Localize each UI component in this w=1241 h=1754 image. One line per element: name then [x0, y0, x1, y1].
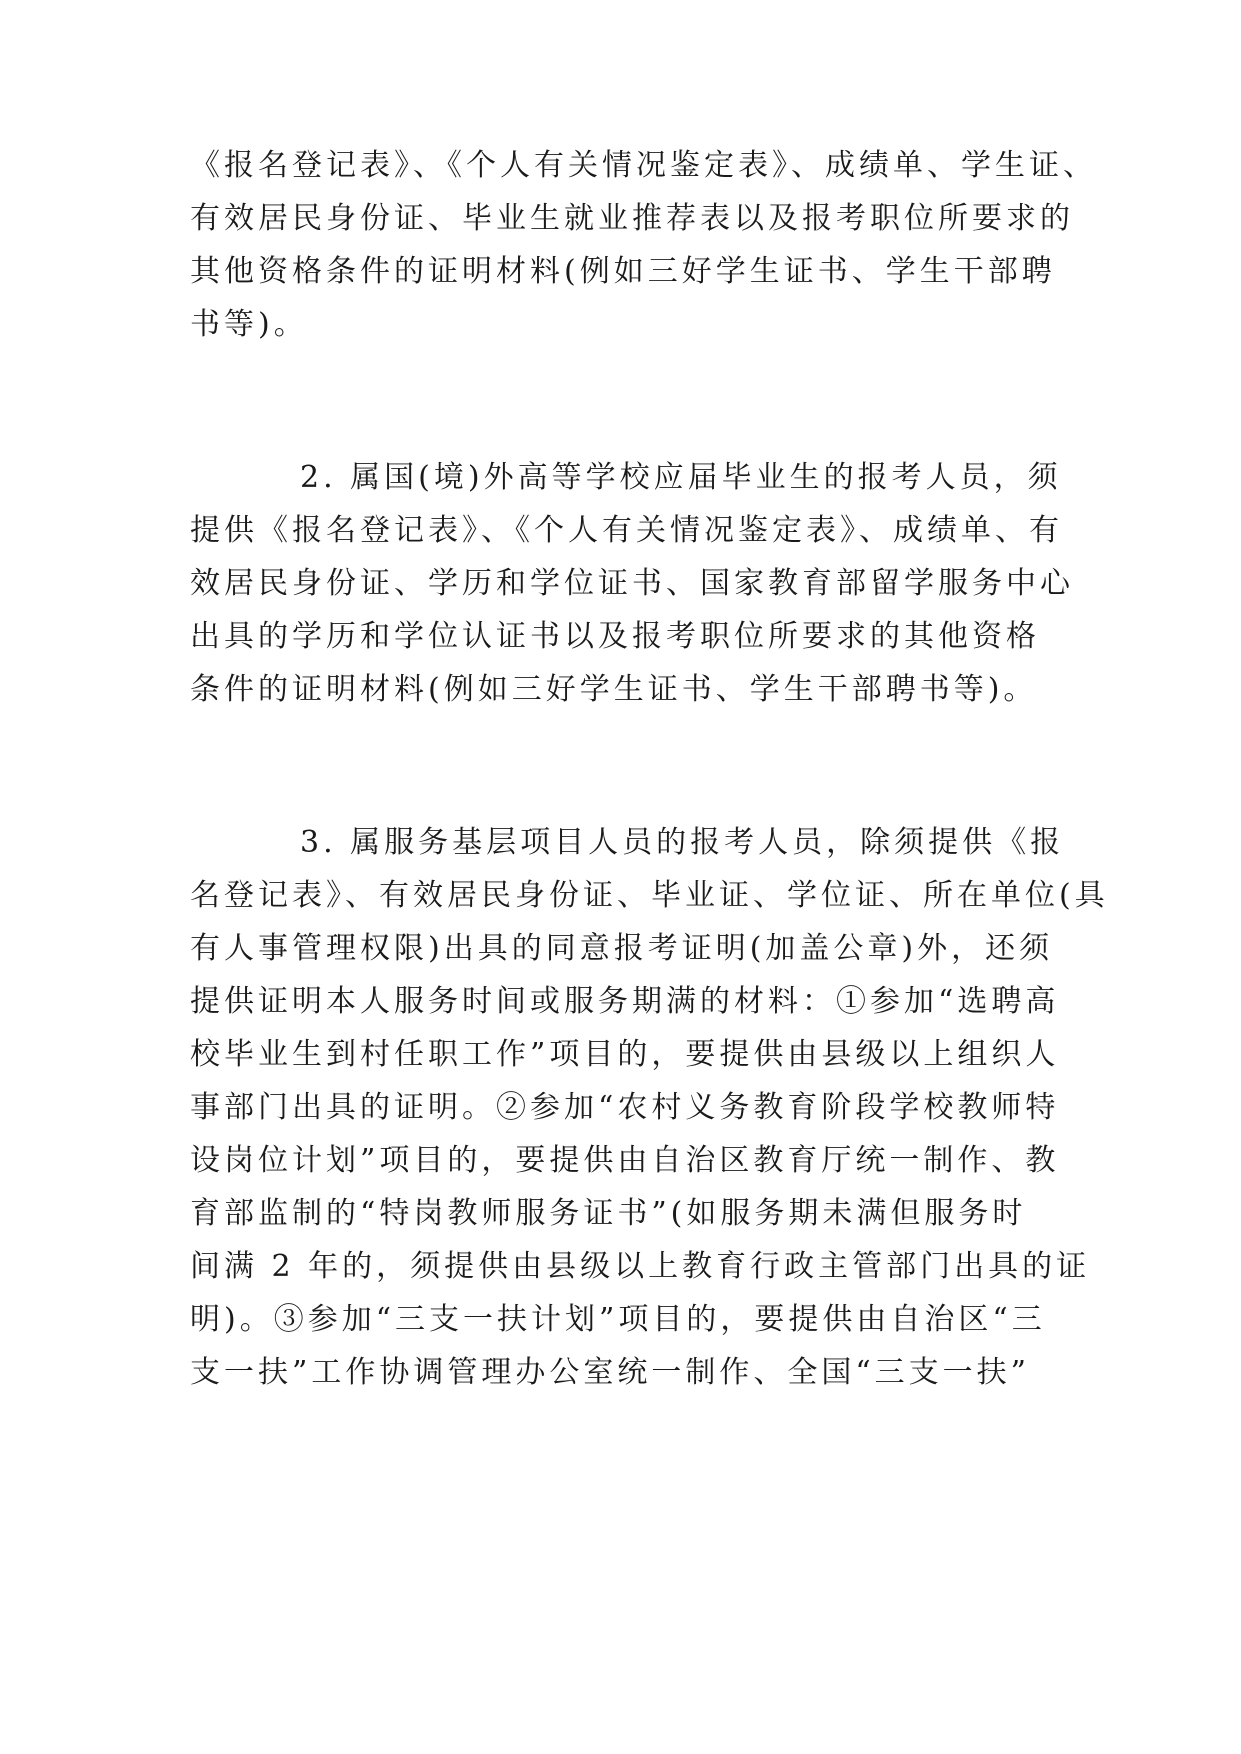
paragraph-3-line-1: 3. 属服务基层项目人员的报考人员，除须提供《报	[300, 825, 1065, 860]
paragraph-3-line-9: 间满 2 年的，须提供由县级以上教育行政主管部门出具的证	[190, 1249, 1091, 1284]
paragraph-3-line-10: 明)。③参加“三支一扶计划”项目的，要提供由自治区“三	[190, 1302, 1046, 1337]
paragraph-3-line-8: 育部监制的“特岗教师服务证书”(如服务期未满但服务时	[190, 1196, 1027, 1231]
paragraph-1-line-1: 《报名登记表》、《个人有关情况鉴定表》、成绩单、学生证、	[190, 148, 1097, 183]
paragraph-2-line-4: 出具的学历和学位认证书以及报考职位所要求的其他资格	[190, 619, 1040, 654]
paragraph-3-line-6: 事部门出具的证明。②参加“农村义务教育阶段学校教师特	[190, 1090, 1060, 1125]
paragraph-2-line-5: 条件的证明材料(例如三好学生证书、学生干部聘书等)。	[190, 672, 1038, 707]
paragraph-2-line-2: 提供《报名登记表》、《个人有关情况鉴定表》、成绩单、有	[190, 513, 1063, 548]
paragraph-2-line-3: 效居民身份证、学历和学位证书、国家教育部留学服务中心	[190, 566, 1074, 601]
paragraph-3-line-2: 名登记表》、有效居民身份证、毕业证、学位证、所在单位(具	[190, 878, 1109, 913]
paragraph-3-line-11: 支一扶”工作协调管理办公室统一制作、全国“三支一扶”	[190, 1355, 1031, 1390]
paragraph-3-line-7: 设岗位计划”项目的，要提供由自治区教育厅统一制作、教	[190, 1143, 1060, 1178]
paragraph-3-line-4: 提供证明本人服务时间或服务期满的材料：①参加“选聘高	[190, 984, 1060, 1019]
paragraph-2-line-1: 2. 属国(境)外高等学校应届毕业生的报考人员，须	[300, 460, 1062, 495]
paragraph-3-line-3: 有人事管理权限)出具的同意报考证明(加盖公章)外，还须	[190, 931, 1054, 966]
paragraph-1-line-3: 其他资格条件的证明材料(例如三好学生证书、学生干部聘	[190, 254, 1056, 289]
paragraph-1-line-4: 书等)。	[190, 307, 308, 342]
paragraph-3-line-5: 校毕业生到村任职工作”项目的，要提供由县级以上组织人	[190, 1037, 1060, 1072]
paragraph-1-line-2: 有效居民身份证、毕业生就业推荐表以及报考职位所要求的	[190, 201, 1074, 236]
